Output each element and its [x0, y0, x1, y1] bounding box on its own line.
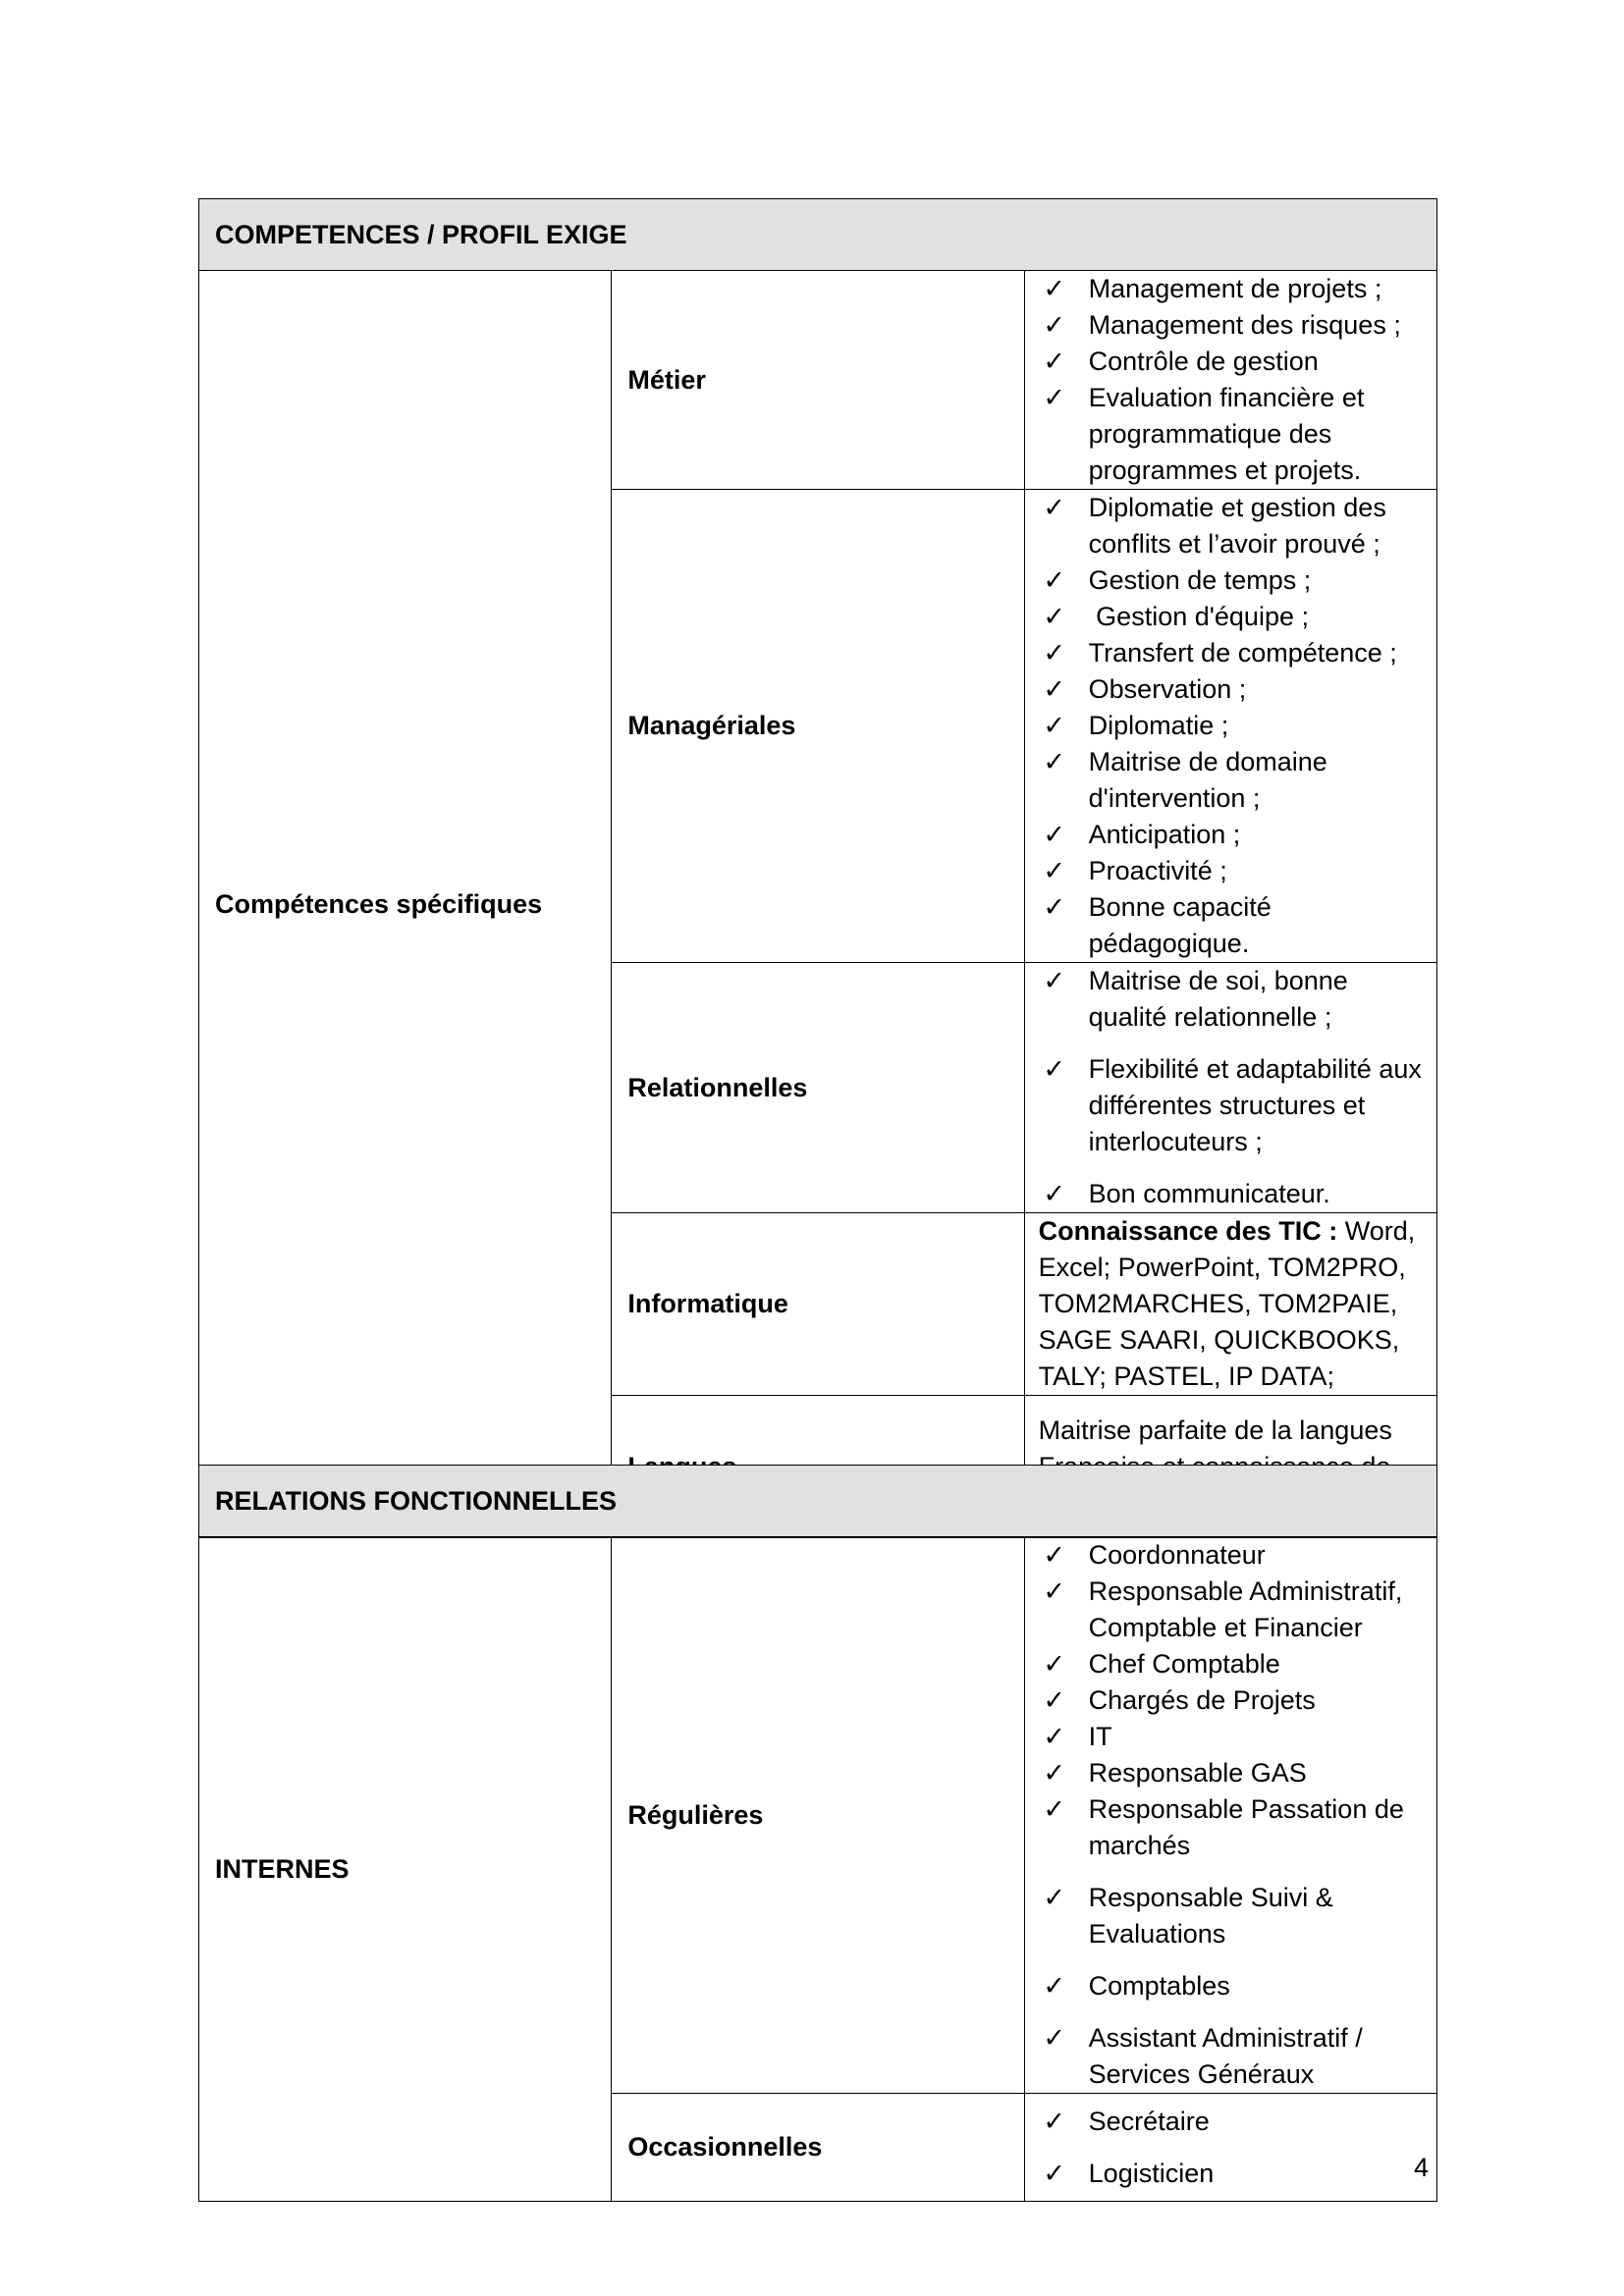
checkmark-icon: ✓ [1043, 1971, 1065, 2001]
list-item [1025, 1791, 1427, 1864]
row-label-occasionnelles: Occasionnelles [612, 2094, 1024, 2202]
list-item-text: Bonne capacité pédagogique. [1088, 892, 1279, 958]
row-label-relationnelles: Relationnelles [612, 963, 1024, 1213]
relations-group-text: INTERNES [215, 1853, 350, 1884]
row-label-manageriales: Managériales [612, 490, 1024, 963]
list-item-text: Secrétaire [1088, 2106, 1210, 2136]
row-label-informatique: Informatique [612, 1213, 1024, 1396]
competences-table [198, 198, 1437, 1538]
checkmark-icon: ✓ [1043, 856, 1065, 885]
list-item [1025, 1968, 1427, 2004]
checkmark-icon: ✓ [1043, 493, 1065, 522]
list-item-text: Management des risques ; [1088, 310, 1401, 340]
list-item-text: Gestion d'équipe ; [1088, 602, 1309, 631]
list-item-text: Comptables [1088, 1971, 1230, 2001]
checkmark-icon: ✓ [1043, 820, 1065, 849]
list-item-text: Evaluation financière et programmatique des programmes et projets. [1088, 383, 1372, 485]
occasionnelles-list [1025, 2104, 1436, 2192]
regulieres-cell [1024, 1537, 1436, 2094]
list-item-text: Logisticien [1088, 2158, 1215, 2188]
list-item-text: Diplomatie et gestion des conflits et l’avoir prouvé ; [1088, 493, 1394, 559]
page-number: 4 [1414, 2153, 1430, 2182]
checkmark-icon: ✓ [1043, 2023, 1065, 2053]
checkmark-icon: ✓ [1043, 1054, 1065, 1084]
list-item [1025, 635, 1427, 671]
list-item [1025, 853, 1427, 889]
competences-group-text: Compétences spécifiques [215, 888, 543, 919]
list-item [1025, 271, 1427, 307]
checkmark-icon: ✓ [1043, 966, 1065, 995]
list-item-text: Bon communicateur. [1088, 1179, 1330, 1208]
checkmark-icon: ✓ [1043, 711, 1065, 740]
checkmark-icon: ✓ [1043, 1685, 1065, 1715]
checkmark-icon: ✓ [1043, 2158, 1065, 2188]
relationnelles-list [1025, 963, 1436, 1212]
checkmark-icon: ✓ [1043, 674, 1065, 704]
checkmark-icon: ✓ [1043, 602, 1065, 631]
list-item [1025, 1051, 1430, 1160]
list-item [1025, 744, 1427, 817]
list-item [1025, 562, 1427, 599]
list-item-text: IT [1088, 1722, 1112, 1751]
metier-list [1025, 271, 1436, 489]
list-item [1025, 817, 1427, 853]
list-item-text: Chef Comptable [1088, 1649, 1280, 1679]
relations-header: RELATIONS FONCTIONNELLES [199, 1466, 1437, 1537]
checkmark-icon: ✓ [1043, 1758, 1065, 1788]
informatique-text: Word, Excel; PowerPoint, TOM2PRO, TOM2MARCHES, TOM2PAIE, SAGE SAARI, QUICKBOOKS, TALY; PASTEL, IP DATA; [1038, 1216, 1416, 1391]
regulieres-list [1025, 1537, 1436, 1864]
list-item-text: Responsable Passation de marchés [1088, 1794, 1412, 1860]
row-label-regulieres: Régulières [612, 1537, 1024, 2094]
checkmark-icon: ✓ [1043, 1722, 1065, 1751]
list-item-text: Responsable GAS [1088, 1758, 1307, 1788]
list-item-text: Observation ; [1088, 674, 1247, 704]
list-item-text: Transfert de compétence ; [1088, 638, 1397, 667]
list-item [1025, 1646, 1427, 1682]
list-item [1025, 380, 1427, 489]
list-item-text: Proactivité ; [1088, 856, 1227, 885]
list-item-text: Maitrise de soi, bonne qualité relationnelle ; [1088, 966, 1356, 1032]
informatique-bold-label: Connaissance des TIC : [1038, 1216, 1338, 1246]
list-item [1025, 1719, 1427, 1755]
relations-group-label [199, 1537, 612, 2202]
metier-cell [1024, 271, 1436, 490]
occasionnelles-cell [1024, 2094, 1436, 2202]
list-item [1025, 599, 1427, 635]
list-item [1025, 1682, 1427, 1719]
list-item-text: Responsable Suivi & Evaluations [1088, 1883, 1341, 1949]
checkmark-icon: ✓ [1043, 892, 1065, 922]
list-item [1025, 963, 1427, 1036]
list-item [1025, 490, 1427, 562]
list-item-text: Responsable Administratif, Comptable et Financier [1088, 1576, 1410, 1642]
list-item [1025, 889, 1427, 962]
competences-group-label [199, 271, 612, 1538]
checkmark-icon: ✓ [1043, 1883, 1065, 1912]
manageriales-cell [1024, 490, 1436, 963]
checkmark-icon: ✓ [1043, 347, 1065, 376]
langues-text: Maitrise parfaite de la langues [1038, 1415, 1392, 1445]
row-label-metier: Métier [612, 271, 1024, 490]
list-item-text: Flexibilité et adaptabilité aux différentes structures et interlocuteurs ; [1088, 1054, 1430, 1156]
list-item [1025, 2156, 1427, 2192]
relations-table [198, 1465, 1437, 2202]
list-item [1025, 671, 1427, 708]
list-item-text: Contrôle de gestion [1088, 347, 1319, 376]
informatique-cell [1024, 1213, 1436, 1396]
list-item-text: Chargés de Projets [1088, 1685, 1316, 1715]
checkmark-icon: ✓ [1043, 274, 1065, 303]
regulieres-list-spaced [1025, 1880, 1436, 2093]
list-item [1025, 1574, 1427, 1646]
checkmark-icon: ✓ [1043, 310, 1065, 340]
competences-header: COMPETENCES / PROFIL EXIGE [199, 199, 1437, 271]
list-item-text: Anticipation ; [1088, 820, 1241, 849]
list-item [1025, 708, 1427, 744]
list-item-text: Maitrise de domaine d'intervention ; [1088, 747, 1335, 813]
list-item-text: Coordonnateur [1088, 1540, 1266, 1570]
list-item [1025, 1755, 1427, 1791]
list-item [1025, 344, 1427, 380]
checkmark-icon: ✓ [1043, 1540, 1065, 1570]
checkmark-icon: ✓ [1043, 1794, 1065, 1824]
list-item [1025, 2104, 1427, 2140]
list-item-text: Diplomatie ; [1088, 711, 1229, 740]
list-item [1025, 2020, 1427, 2093]
list-item-text: Gestion de temps ; [1088, 565, 1312, 595]
list-item [1025, 1537, 1427, 1574]
list-item [1025, 1176, 1427, 1212]
manageriales-list [1025, 490, 1436, 962]
checkmark-icon: ✓ [1043, 1576, 1065, 1606]
list-item [1025, 307, 1427, 344]
relationnelles-cell [1024, 963, 1436, 1213]
checkmark-icon: ✓ [1043, 1179, 1065, 1208]
checkmark-icon: ✓ [1043, 565, 1065, 595]
checkmark-icon: ✓ [1043, 2106, 1065, 2136]
checkmark-icon: ✓ [1043, 383, 1065, 412]
checkmark-icon: ✓ [1043, 638, 1065, 667]
list-item-text: Management de projets ; [1088, 274, 1382, 303]
checkmark-icon: ✓ [1043, 1649, 1065, 1679]
list-item-text: Assistant Administratif / Services Généraux [1088, 2023, 1371, 2089]
list-item [1025, 1880, 1427, 1952]
checkmark-icon: ✓ [1043, 747, 1065, 776]
